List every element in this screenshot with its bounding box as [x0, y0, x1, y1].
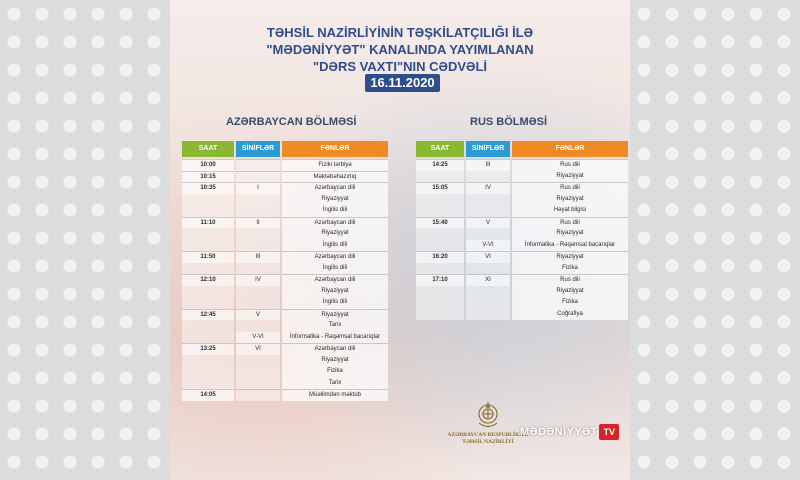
subject-cell: Riyaziyyat [282, 286, 388, 298]
ru-table-row [416, 182, 630, 194]
az-table-row [182, 228, 392, 240]
grade-cell [236, 320, 280, 332]
title-line-1: TƏHSİL NAZİRLİYİNİN TƏŞKİLATÇILIĞI İLƏ [266, 25, 534, 40]
time-cell: 10:35 [182, 182, 234, 194]
channel-name: MƏDƏNİYYƏT [520, 426, 598, 438]
ministry-line-2: TƏHSİL NAZİRLİYİ [462, 439, 514, 445]
subject-cell: Fiziki tərbiyə [282, 159, 388, 171]
subject-cell: Azərbaycan dili [282, 343, 388, 355]
time-cell [182, 320, 234, 332]
grade-cell [236, 228, 280, 240]
grade-cell [236, 286, 280, 298]
time-cell [416, 205, 464, 217]
az-table-row [182, 205, 392, 217]
grade-cell: V [466, 217, 510, 229]
ru-table-row [416, 171, 630, 183]
az-schedule-table [182, 141, 392, 401]
title-line-2: "MƏDƏNİYYƏT" KANALINDA YAYIMLANAN [266, 42, 534, 57]
az-table-row [182, 286, 392, 298]
grade-cell [236, 263, 280, 275]
time-cell: 10:00 [182, 159, 234, 171]
grade-cell: V-VI [236, 332, 280, 344]
az-header-time: SAAT [182, 141, 234, 157]
grade-cell: VI [466, 251, 510, 263]
subject-cell: Riyaziyyat [282, 194, 388, 206]
grade-cell [466, 309, 510, 321]
subject-cell: Rus dili [512, 217, 628, 229]
az-table-row [182, 240, 392, 252]
time-cell: 11:10 [182, 217, 234, 229]
time-cell [416, 309, 464, 321]
left-pattern-border [0, 0, 170, 480]
ru-header-grades: SİNİFLƏR [466, 141, 510, 157]
az-table-header [182, 141, 392, 157]
az-table-row [182, 343, 392, 355]
subject-cell: Məktəbəhazırlıq [282, 171, 388, 183]
grade-cell [236, 205, 280, 217]
time-cell: 14:05 [182, 389, 234, 401]
subject-cell: Həyat bilgisi [512, 205, 628, 217]
az-header-subjects: FƏNLƏR [282, 141, 388, 157]
subject-cell: Riyaziyyat [512, 194, 628, 206]
az-table-row [182, 263, 392, 275]
grade-cell [236, 194, 280, 206]
az-header-grades: SİNİFLƏR [236, 141, 280, 157]
ministry-emblem-icon [475, 402, 501, 432]
grade-cell: I [236, 182, 280, 194]
az-table-row [182, 171, 392, 183]
grade-cell [236, 240, 280, 252]
subject-cell: Riyaziyyat [282, 355, 388, 367]
subject-cell: Riyaziyyat [282, 309, 388, 321]
ru-table-row [416, 228, 630, 240]
time-cell [182, 355, 234, 367]
subject-cell: Riyaziyyat [282, 228, 388, 240]
az-table-row [182, 274, 392, 286]
time-cell [182, 263, 234, 275]
grade-cell [236, 389, 280, 401]
time-cell: 13:25 [182, 343, 234, 355]
subject-cell: Riyaziyyat [512, 171, 628, 183]
grade-cell: VI [236, 343, 280, 355]
subject-cell: Riyaziyyat [512, 228, 628, 240]
ru-table-row [416, 297, 630, 309]
time-cell: 15:40 [416, 217, 464, 229]
time-cell [416, 171, 464, 183]
grade-cell [466, 286, 510, 298]
time-cell [182, 297, 234, 309]
az-table-row [182, 194, 392, 206]
ru-table-row [416, 159, 630, 171]
grade-cell [466, 263, 510, 275]
right-pattern-border [630, 0, 800, 480]
grade-cell [466, 194, 510, 206]
time-cell: 11:50 [182, 251, 234, 263]
title-line-3: "DƏRS VAXTI"NIN CƏDVƏLİ [312, 59, 488, 74]
subject-cell: İnformatika - Rəqəmsal bacarıqlar [512, 240, 628, 252]
ru-table-row [416, 251, 630, 263]
time-cell [182, 228, 234, 240]
ru-schedule-table [416, 141, 630, 320]
ru-table-row [416, 274, 630, 286]
schedule-date: 16.11.2020 [365, 74, 440, 92]
grade-cell [466, 228, 510, 240]
grade-cell [466, 297, 510, 309]
ru-table-header [416, 141, 630, 157]
subject-cell: Fizika [512, 297, 628, 309]
time-cell [182, 240, 234, 252]
ru-section-title: RUS BÖLMƏSİ [470, 116, 548, 128]
grade-cell [236, 355, 280, 367]
time-cell [416, 194, 464, 206]
subject-cell: Azərbaycan dili [282, 251, 388, 263]
ru-table-body [416, 159, 630, 320]
az-table-row [182, 320, 392, 332]
time-cell [182, 286, 234, 298]
grade-cell [236, 366, 280, 378]
subject-cell: Azərbaycan dili [282, 274, 388, 286]
grade-cell: III [466, 159, 510, 171]
time-cell [182, 332, 234, 344]
az-table-row [182, 366, 392, 378]
az-table-row [182, 389, 392, 401]
subject-cell: Rus dili [512, 159, 628, 171]
az-table-row [182, 355, 392, 367]
subject-cell: Tarix [282, 378, 388, 390]
grade-cell [236, 159, 280, 171]
subject-cell: Rus dili [512, 182, 628, 194]
ru-header-subjects: FƏNLƏR [512, 141, 628, 157]
grade-cell: V [236, 309, 280, 321]
subject-cell: Azərbaycan dili [282, 217, 388, 229]
subject-cell: Coğrafiya [512, 309, 628, 321]
grade-cell: IV [466, 182, 510, 194]
ru-table-row [416, 309, 630, 321]
ru-header-time: SAAT [416, 141, 464, 157]
grade-cell [236, 171, 280, 183]
grade-cell: XI [466, 274, 510, 286]
ru-table-row [416, 286, 630, 298]
ru-table-row [416, 194, 630, 206]
az-table-row [182, 251, 392, 263]
az-table-row [182, 378, 392, 390]
time-cell: 14:25 [416, 159, 464, 171]
time-cell [182, 366, 234, 378]
time-cell: 12:45 [182, 309, 234, 321]
time-cell: 15:05 [416, 182, 464, 194]
az-table-row [182, 309, 392, 321]
subject-cell: İngilis dili [282, 240, 388, 252]
az-table-body [182, 159, 392, 401]
tv-badge: TV [599, 424, 619, 440]
schedule-poster [170, 0, 630, 480]
time-cell: 10:15 [182, 171, 234, 183]
az-table-row [182, 182, 392, 194]
subject-cell: İnformatika - Rəqəmsal bacarıqlar [282, 332, 388, 344]
subject-cell: Tarix [282, 320, 388, 332]
time-cell: 17:10 [416, 274, 464, 286]
ministry-line-1: AZƏRBAYCAN RESPUBLİKASI [447, 432, 529, 438]
ru-table-row [416, 217, 630, 229]
subject-cell: İngilis dili [282, 297, 388, 309]
az-section-title: AZƏRBAYCAN BÖLMƏSİ [226, 116, 357, 128]
ru-table-row [416, 240, 630, 252]
subject-cell: İngilis dili [282, 263, 388, 275]
subject-cell: Rus dili [512, 274, 628, 286]
subject-cell: Riyaziyyat [512, 251, 628, 263]
time-cell: 16:20 [416, 251, 464, 263]
ru-table-row [416, 205, 630, 217]
grade-cell: II [236, 217, 280, 229]
time-cell [182, 205, 234, 217]
time-cell [182, 194, 234, 206]
grade-cell [236, 297, 280, 309]
subject-cell: Fizika [282, 366, 388, 378]
time-cell: 12:10 [182, 274, 234, 286]
time-cell [416, 228, 464, 240]
grade-cell: IV [236, 274, 280, 286]
subject-cell: Fizika [512, 263, 628, 275]
poster-title [170, 24, 630, 75]
subject-cell: Riyaziyyat [512, 286, 628, 298]
subject-cell: Müəllimdən məktub [282, 389, 388, 401]
time-cell [416, 297, 464, 309]
az-table-row [182, 159, 392, 171]
grade-cell: V-VI [466, 240, 510, 252]
az-table-row [182, 297, 392, 309]
grade-cell [466, 205, 510, 217]
time-cell [416, 286, 464, 298]
grade-cell [466, 171, 510, 183]
time-cell [182, 378, 234, 390]
subject-cell: İngilis dili [282, 205, 388, 217]
az-table-row [182, 217, 392, 229]
grade-cell: III [236, 251, 280, 263]
ru-table-row [416, 263, 630, 275]
medeniyyet-tv-logo [520, 421, 619, 443]
subject-cell: Azərbaycan dili [282, 182, 388, 194]
az-table-row [182, 332, 392, 344]
grade-cell [236, 378, 280, 390]
time-cell [416, 263, 464, 275]
time-cell [416, 240, 464, 252]
